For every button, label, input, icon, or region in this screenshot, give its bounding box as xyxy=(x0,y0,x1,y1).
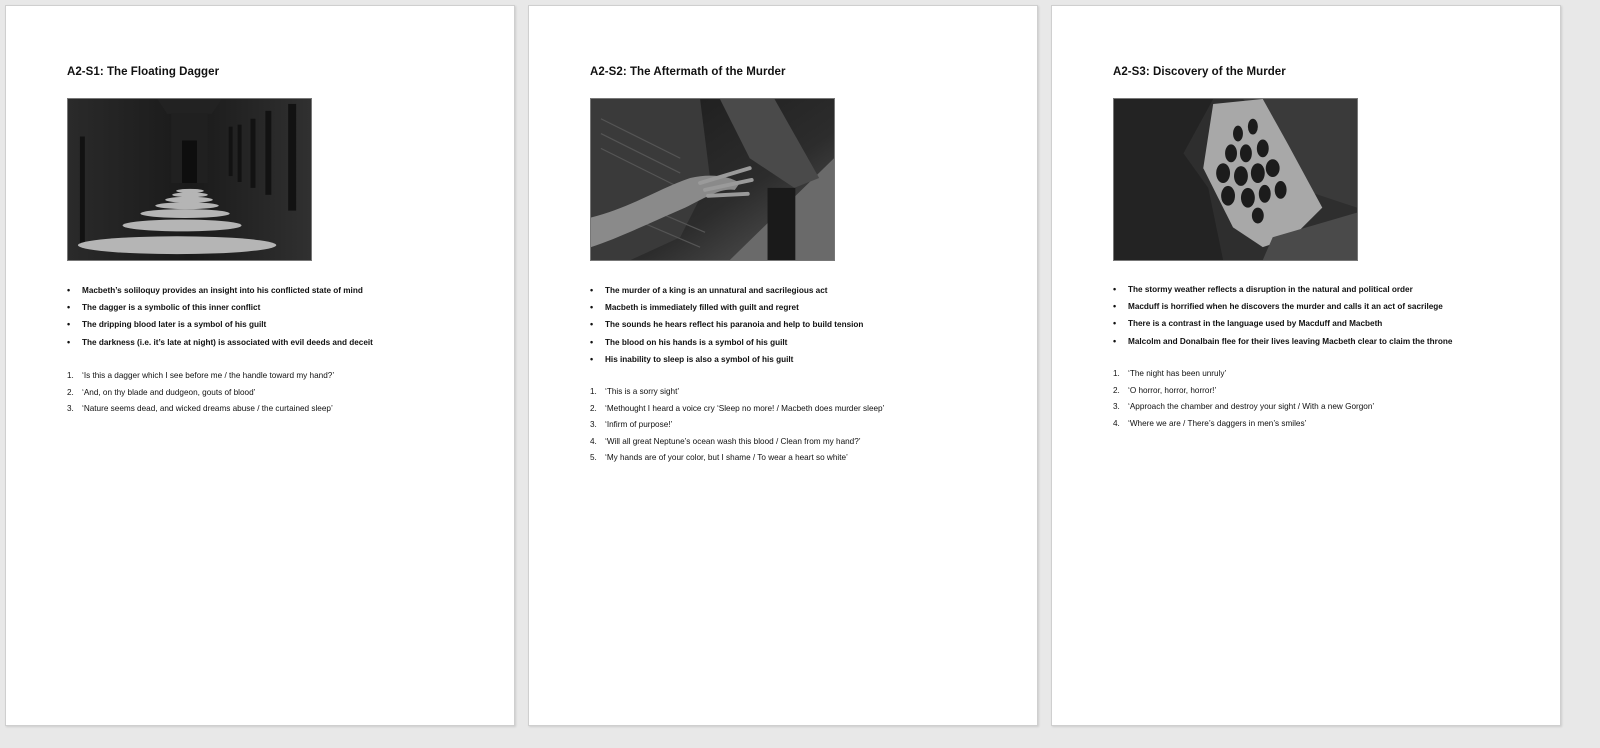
key-point: • The blood on his hands is a symbol of his guilt xyxy=(590,334,863,351)
quote-text: ‘My hands are of your color, but I shame / To wear a heart so white’ xyxy=(605,453,848,463)
quote-item: 3. ‘Nature seems dead, and wicked dreams abuse / the curtained sleep’ xyxy=(67,404,333,414)
quote-item: 2. ‘O horror, horror, horror!’ xyxy=(1113,385,1217,395)
quotes-list xyxy=(590,384,884,467)
page-2 xyxy=(528,5,1038,726)
key-point: • Macduff is horrified when he discovers the murder and calls it an act of sacrilege xyxy=(1113,298,1452,315)
key-point: • The sounds he hears reflect his paranoia and help to build tension xyxy=(590,316,863,333)
key-point: • The dagger is a symbolic of this inner conflict xyxy=(67,299,373,316)
quote-item: 4. ‘Will all great Neptune’s ocean wash this blood / Clean from my hand?’ xyxy=(590,436,861,446)
key-point: • There is a contrast in the language used by Macduff and Macbeth xyxy=(1113,315,1452,332)
quote-text: ‘Will all great Neptune’s ocean wash this blood / Clean from my hand?’ xyxy=(605,436,861,446)
quote-text: ‘And, on thy blade and dudgeon, gouts of blood’ xyxy=(82,387,256,397)
key-point: • The darkness (i.e. it’s late at night) is associated with evil deeds and deceit xyxy=(67,334,373,351)
key-point: • Malcolm and Donalbain flee for their lives leaving Macbeth clear to claim the throne xyxy=(1113,333,1452,350)
image-courtyard-icon xyxy=(1114,99,1357,260)
key-points-list xyxy=(67,282,373,351)
image-corridor-icon xyxy=(68,99,311,260)
quote-text: ‘Infirm of purpose!’ xyxy=(605,420,673,430)
key-point: • The dripping blood later is a symbol of his guilt xyxy=(67,316,373,333)
quotes-list xyxy=(67,368,334,418)
quote-text: ‘Where we are / There’s daggers in men’s smiles’ xyxy=(1128,418,1307,428)
quote-text: ‘O horror, horror, horror!’ xyxy=(1128,385,1217,395)
hands-image xyxy=(590,98,835,261)
page-1 xyxy=(5,5,515,726)
quote-text: ‘Is this a dagger which I see before me / the handle toward my hand?’ xyxy=(82,371,335,380)
quote-item: 1. ‘This is a sorry sight’ xyxy=(590,387,680,396)
quote-item: 2. ‘Methought I heard a voice cry ‘Sleep no more! / Macbeth does murder sleep’ xyxy=(590,403,885,413)
courtyard-image xyxy=(1113,98,1358,261)
page-3 xyxy=(1051,5,1561,726)
quote-text: ‘Approach the chamber and destroy your sight / With a new Gorgon’ xyxy=(1128,402,1375,412)
key-point: • His inability to sleep is also a symbol of his guilt xyxy=(590,351,863,368)
quote-text: ‘Nature seems dead, and wicked dreams abuse / the curtained sleep’ xyxy=(82,404,333,414)
quote-item: 5. ‘My hands are of your color, but I shame / To wear a heart so white’ xyxy=(590,453,848,463)
quote-item: 1. ‘The night has been unruly’ xyxy=(1113,369,1227,378)
quote-item: 1. ‘Is this a dagger which I see before me / the handle toward my hand?’ xyxy=(67,371,335,380)
quotes-list xyxy=(1113,366,1374,432)
key-points-list xyxy=(1113,281,1452,350)
quote-text: ‘The night has been unruly’ xyxy=(1128,369,1227,378)
key-point: • Macbeth’s soliloquy provides an insight into his conflicted state of mind xyxy=(67,282,373,299)
key-point: • The stormy weather reflects a disruption in the natural and political order xyxy=(1113,281,1452,298)
page-title: A2-S2: The Aftermath of the Murder xyxy=(590,66,786,78)
quote-item: 4. ‘Where we are / There’s daggers in men’s smiles’ xyxy=(1113,418,1307,428)
corridor-image xyxy=(67,98,312,261)
key-point: • Macbeth is immediately filled with guilt and regret xyxy=(590,299,863,316)
quote-text: ‘This is a sorry sight’ xyxy=(605,387,680,396)
key-points-list xyxy=(590,282,863,368)
page-title: A2-S3: Discovery of the Murder xyxy=(1113,66,1286,78)
quote-item: 3. ‘Infirm of purpose!’ xyxy=(590,420,673,430)
key-point: • The murder of a king is an unnatural and sacrilegious act xyxy=(590,282,863,299)
quote-item: 2. ‘And, on thy blade and dudgeon, gouts of blood’ xyxy=(67,387,256,397)
quote-text: ‘Methought I heard a voice cry ‘Sleep no more! / Macbeth does murder sleep’ xyxy=(605,403,885,413)
page-title: A2-S1: The Floating Dagger xyxy=(67,66,220,78)
quote-item: 3. ‘Approach the chamber and destroy your sight / With a new Gorgon’ xyxy=(1113,402,1375,412)
image-hands-icon xyxy=(591,99,834,260)
